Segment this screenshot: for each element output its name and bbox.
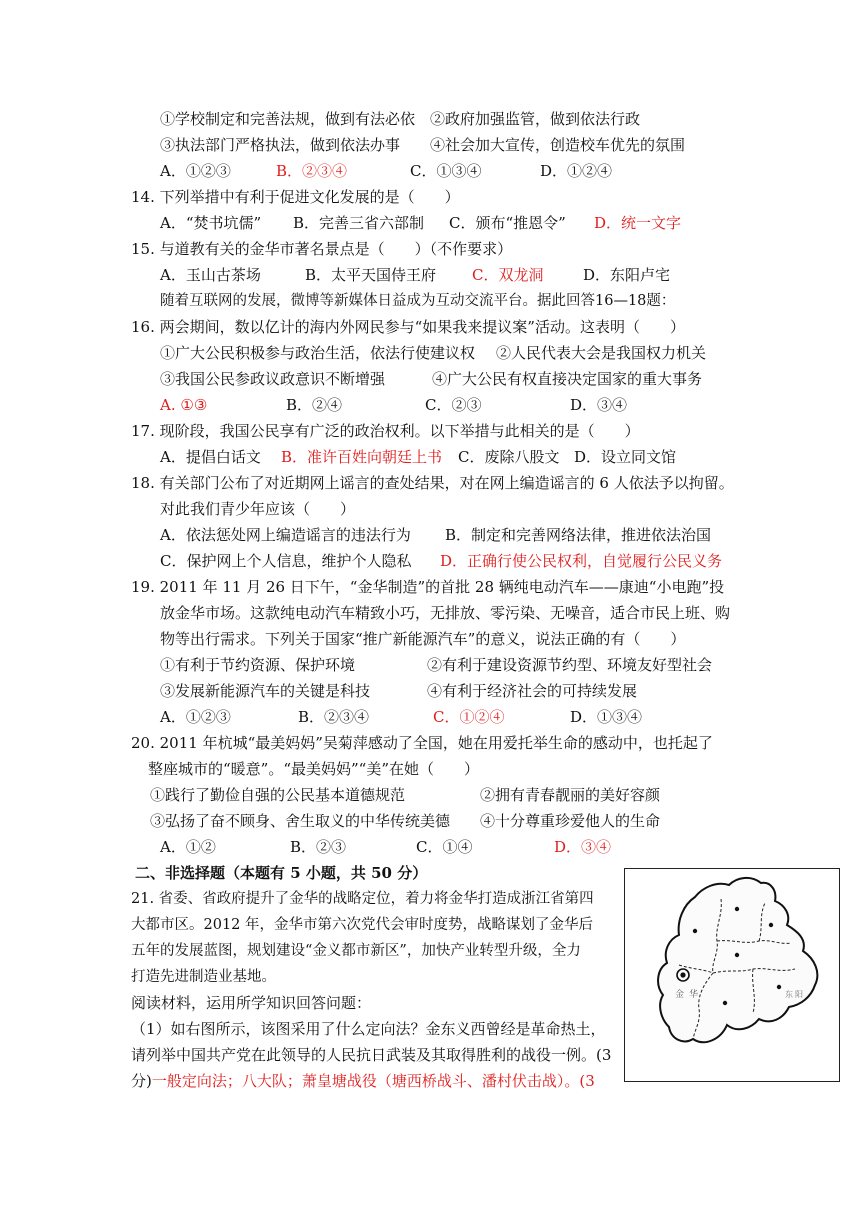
q21-para-1: 21. 省委、省政府提升了金华的战略定位，着力将金华打造成浙江省第四	[131, 891, 594, 907]
q21-score-tail: 分)	[131, 1072, 152, 1090]
q19-line1a: ①有利于节约资源、保护环境	[160, 656, 356, 674]
q16-option-b: B．②④	[286, 396, 343, 414]
q20-option-c: C．①④	[416, 838, 473, 856]
q13-option-d: D．①②④	[540, 162, 613, 180]
q17-stem: 17. 现阶段，我国公民享有广泛的政治权利。以下举措与此相关的是（ ）	[131, 422, 640, 440]
q13-line2a: ③执法部门严格执法，做到依法办事	[160, 136, 401, 154]
city-dot-6	[723, 1001, 727, 1005]
q13-option-a: A．①②③	[160, 162, 231, 180]
q14-option-a: A．“焚书坑儒”	[160, 214, 262, 232]
q21-para-4: 打造先进制造业基地。	[131, 969, 276, 985]
q19-stem-1: 19. 2011 年 11 月 26 日下午，“金华制造”的首批 28 辆纯电动汽车——康迪“小电跑”投	[131, 578, 725, 596]
q16-option-d: D．③④	[570, 396, 628, 414]
q17-option-a: A．提倡白话文	[160, 448, 261, 466]
q19-option-d: D．①③④	[570, 708, 643, 726]
q18-option-a: A．依法惩处网上编造谣言的违法行为	[160, 526, 411, 544]
city-dot-1	[735, 907, 739, 911]
q20-line2b: ④十分尊重珍爱他人的生命	[480, 812, 661, 830]
q17-option-c: C．废除八股文	[458, 448, 560, 466]
q21-para-3: 五年的发展蓝图，规划建设“金义都市新区”，加快产业转型升级，全力	[131, 943, 581, 959]
q16-line2b: ④广大公民有权直接决定国家的重大事务	[432, 370, 703, 388]
q15-option-d: D．东阳卢宅	[583, 266, 671, 284]
jinhua-map-svg	[625, 869, 838, 1080]
q16-option-c: C．②③	[425, 396, 482, 414]
city-dot-4	[735, 953, 739, 957]
q20-option-d: D．③④	[554, 838, 612, 856]
q21-sub-question-1a: （1）如右图所示，该图采用了什么定向法？金东义西曾经是革命热土，	[131, 1020, 606, 1038]
q15-option-c: C．双龙洞	[472, 266, 544, 284]
q18-stem-2: 对此我们青少年应该（ ）	[160, 500, 356, 518]
q15-stem: 15. 与道教有关的金华市著名景点是（ ）（不作要求）	[131, 240, 513, 258]
q20-stem-2: 整座城市的“暖意”。“最美妈妈”“美”在她（ ）	[148, 760, 480, 778]
city-dot-5	[777, 985, 781, 989]
q18-option-b: B．制定和完善网络法律，推进依法治国	[445, 526, 712, 544]
map-outline	[658, 878, 817, 1042]
q21-instruction: 阅读材料，运用所学知识回答问题：	[131, 994, 372, 1012]
q20-line1b: ②拥有青春靓丽的美好容颜	[480, 786, 661, 804]
jinhua-map-figure	[624, 868, 840, 1082]
q14-option-c: C．颁布“推恩令”	[449, 214, 566, 232]
q16-stem: 16. 两会期间，数以亿计的海内外网民参与“如果我来提议案”活动。这表明（ ）	[131, 318, 685, 336]
section-2-title: 二、非选择题（本题有 5 小题，共 50 分）	[135, 864, 428, 882]
q16-option-a: A. ①③	[160, 396, 208, 414]
q20-option-a: A．①②	[160, 838, 216, 856]
q19-line1b: ②有利于建设资源节约型、环境友好型社会	[427, 656, 713, 674]
q19-stem-2: 放金华市场。这款纯电动汽车精致小巧，无排放、零污染、无噪音，适合市民上班、购	[160, 604, 731, 622]
q19-stem-3: 物等出行需求。下列关于国家“推广新能源汽车”的意义，说法正确的有（ ）	[160, 630, 686, 648]
q13-option-b: B．②③④	[276, 162, 348, 180]
q21-sub-question-1c	[131, 1071, 595, 1091]
q13-line1b: ②政府加强监管，做到依法行政	[430, 110, 641, 128]
intro-16-18: 随着互联网的发展，微博等新媒体日益成为互动交流平台。据此回答16—18题：	[160, 293, 676, 309]
q13-line1a: ①学校制定和完善法规，做到有法必依	[160, 110, 416, 128]
q16-line1a: ①广大公民积极参与政治生活，依法行使建议权	[160, 344, 476, 362]
q18-option-c: C．保护网上个人信息，维护个人隐私	[160, 552, 412, 570]
q18-stem-1: 18. 有关部门公布了对近期网上谣言的查处结果，对在网上编造谣言的 6 人依法予以拘留。	[131, 474, 734, 492]
q19-option-b: B．②③④	[298, 708, 370, 726]
q14-stem: 14. 下列举措中有利于促进文化发展的是（ ）	[131, 188, 460, 206]
q13-option-c: C．①③④	[410, 162, 482, 180]
q20-line1a: ①践行了勤俭自强的公民基本道德规范	[150, 786, 406, 804]
q19-option-a: A．①②③	[160, 708, 231, 726]
q20-line2a: ③弘扬了奋不顾身、舍生取义的中华传统美德	[150, 812, 451, 830]
q16-line1b: ②人民代表大会是我国权力机关	[496, 344, 707, 362]
q21-para-2: 大都市区。2012 年，金华市第六次党代会审时度势，战略谋划了金华后	[131, 917, 594, 933]
q15-option-a: A．玉山古茶场	[160, 266, 261, 284]
q14-option-d: D．统一文字	[594, 214, 682, 232]
q21-answer: 一般定向法；八大队；萧皇塘战役（塘西桥战斗、潘村伏击战）。(3	[151, 1072, 595, 1090]
map-label-2: 华	[689, 990, 699, 1000]
q15-option-b: B．太平天国侍王府	[305, 266, 437, 284]
q16-line2a: ③我国公民参政议政意识不断增强	[160, 370, 386, 388]
city-dot-3	[769, 923, 773, 927]
q17-option-d: D．设立同文馆	[574, 448, 677, 466]
q17-option-b: B．准许百姓向朝廷上书	[281, 448, 443, 466]
q21-sub-question-1b: 请列举中国共产党在此领导的人民抗日武装及其取得胜利的战役一例。(3	[131, 1046, 612, 1064]
q19-option-c: C．①②④	[433, 708, 505, 726]
map-label-4: 阳	[795, 990, 803, 999]
q20-stem-1: 20. 2011 年杭城“最美妈妈”吴菊萍感动了全国，她在用爱托举生命的感动中，也托起了	[131, 734, 713, 752]
q14-option-b: B．完善三省六部制	[293, 214, 425, 232]
q19-line2a: ③发展新能源汽车的关键是科技	[160, 682, 371, 700]
q19-line2b: ④有利于经济社会的可持续发展	[427, 682, 638, 700]
q13-line2b: ④社会加大宣传，创造校车优先的氛围	[430, 136, 686, 154]
city-dot-2	[693, 929, 697, 933]
q18-option-d: D．正确行使公民权利，自觉履行公民义务	[440, 552, 723, 570]
map-label-3: 东	[785, 990, 793, 999]
map-label-1: 金	[675, 990, 685, 1000]
q20-option-b: B．②③	[290, 838, 347, 856]
